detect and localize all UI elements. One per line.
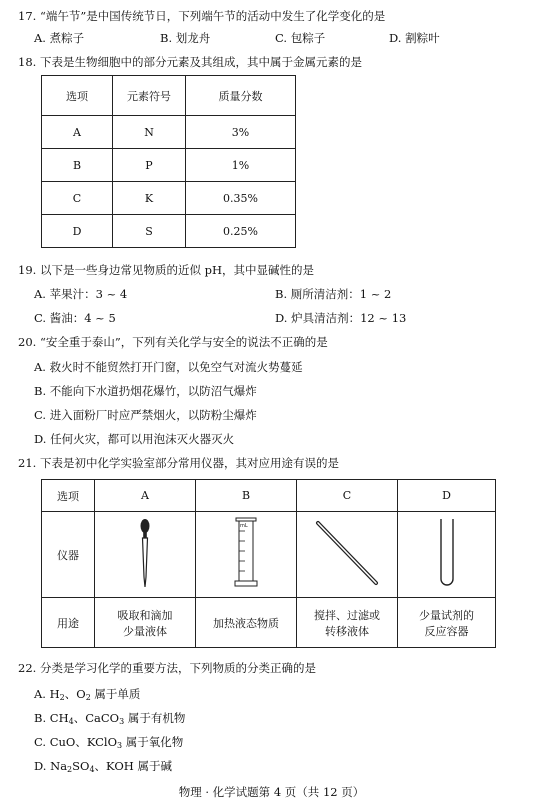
q18-stem: 18. 下表是生物细胞中的部分元素及其组成，其中属于金属元素的是: [18, 55, 362, 69]
use-c-line2: 转移液体: [325, 624, 369, 638]
cell: A: [42, 116, 113, 149]
cell: B: [42, 149, 113, 182]
header-c: C: [297, 480, 398, 512]
instrument-d: [398, 512, 496, 598]
cell: C: [42, 182, 113, 215]
header-b: B: [196, 480, 297, 512]
cell: P: [113, 149, 186, 182]
header-mass-fraction: 质量分数: [186, 76, 296, 116]
q22-option-a: A. $H_2$、$O_2$ 属于单质: [34, 687, 141, 702]
q22-option-d: D. $Na_2SO_4$、KOH 属于碱: [34, 759, 172, 774]
q19-option-d: D. 炉具清洁剂：12 ~ 13: [275, 311, 407, 325]
row-label-use: 用途: [42, 598, 95, 648]
q22-stem: 22. 分类是学习化学的重要方法，下列物质的分类正确的是: [18, 661, 316, 675]
dropper-icon: [135, 517, 155, 589]
cell: N: [113, 116, 186, 149]
glass-rod-icon: [312, 517, 382, 589]
use-c-line1: 搅拌、过滤或: [314, 608, 380, 622]
q20-option-a: A. 救火时不能贸然打开门窗，以免空气对流火势蔓延: [34, 360, 303, 374]
use-c: [297, 598, 398, 648]
use-b-line1: 加热液态物质: [213, 616, 279, 630]
q20-option-c: C. 进入面粉厂时应严禁烟火，以防粉尘爆炸: [34, 408, 257, 422]
cylinder-unit-label: mL: [240, 523, 248, 529]
row-label-instrument: 仪器: [42, 512, 95, 598]
q22-option-b: B. $CH_4$、CaCO$_3$ 属于有机物: [34, 711, 186, 726]
q17-option-a: A. 煮粽子: [34, 31, 85, 45]
cell: K: [113, 182, 186, 215]
header-symbol: 元素符号: [113, 76, 186, 116]
use-d: [398, 598, 496, 648]
graduated-cylinder-icon: [233, 517, 259, 589]
instrument-c: [297, 512, 398, 598]
header-option: 选项: [42, 76, 113, 116]
instrument-a: [95, 512, 196, 598]
use-a-line1: 吸取和滴加: [117, 608, 173, 622]
q20-option-d: D. 任何火灾，都可以用泡沫灭火器灭火: [34, 432, 235, 446]
q17-stem: 17. “端午节”是中国传统节日，下列端午节的活动中发生了化学变化的是: [18, 9, 386, 23]
cell: 0.25%: [186, 215, 296, 248]
header-d: D: [398, 480, 496, 512]
q22-option-c: C. CuO、KClO$_3$ 属于氧化物: [34, 735, 184, 750]
use-a: [95, 598, 196, 648]
use-a-line2: 少量液体: [123, 624, 167, 638]
header-a: A: [95, 480, 196, 512]
use-b: [196, 598, 297, 648]
instrument-b: [196, 512, 297, 598]
cell: 1%: [186, 149, 296, 182]
use-d-line1: 少量试剂的: [419, 608, 474, 622]
cell: 3%: [186, 116, 296, 149]
cell: 0.35%: [186, 182, 296, 215]
page-footer: 物理 · 化学试题第 4 页（共 12 页）: [178, 785, 365, 799]
q20-stem: 20. “安全重于泰山”，下列有关化学与安全的说法不正确的是: [18, 335, 328, 349]
q20-option-b: B. 不能向下水道扔烟花爆竹，以防沼气爆炸: [34, 384, 257, 398]
q21-stem: 21. 下表是初中化学实验室部分常用仪器，其对应用途有误的是: [18, 456, 339, 470]
q17-option-c: C. 包粽子: [275, 31, 326, 45]
q19-option-c: C. 酱油：4 ~ 5: [34, 311, 116, 325]
q19-option-a: A. 苹果汁：3 ~ 4: [34, 287, 128, 301]
q19-option-b: B. 厕所清洁剂：1 ~ 2: [275, 287, 392, 301]
q17-option-d: D. 割粽叶: [389, 31, 440, 45]
q17-option-b: B. 划龙舟: [160, 31, 211, 45]
q19-stem: 19. 以下是一些身边常见物质的近似 pH，其中显碱性的是: [18, 263, 314, 277]
use-d-line2: 反应容器: [424, 624, 469, 638]
header-option: 选项: [42, 480, 95, 512]
element-table: [41, 75, 296, 248]
cell: D: [42, 215, 113, 248]
cell: S: [113, 215, 186, 248]
test-tube-icon: [437, 517, 457, 589]
instrument-table: [41, 479, 496, 648]
